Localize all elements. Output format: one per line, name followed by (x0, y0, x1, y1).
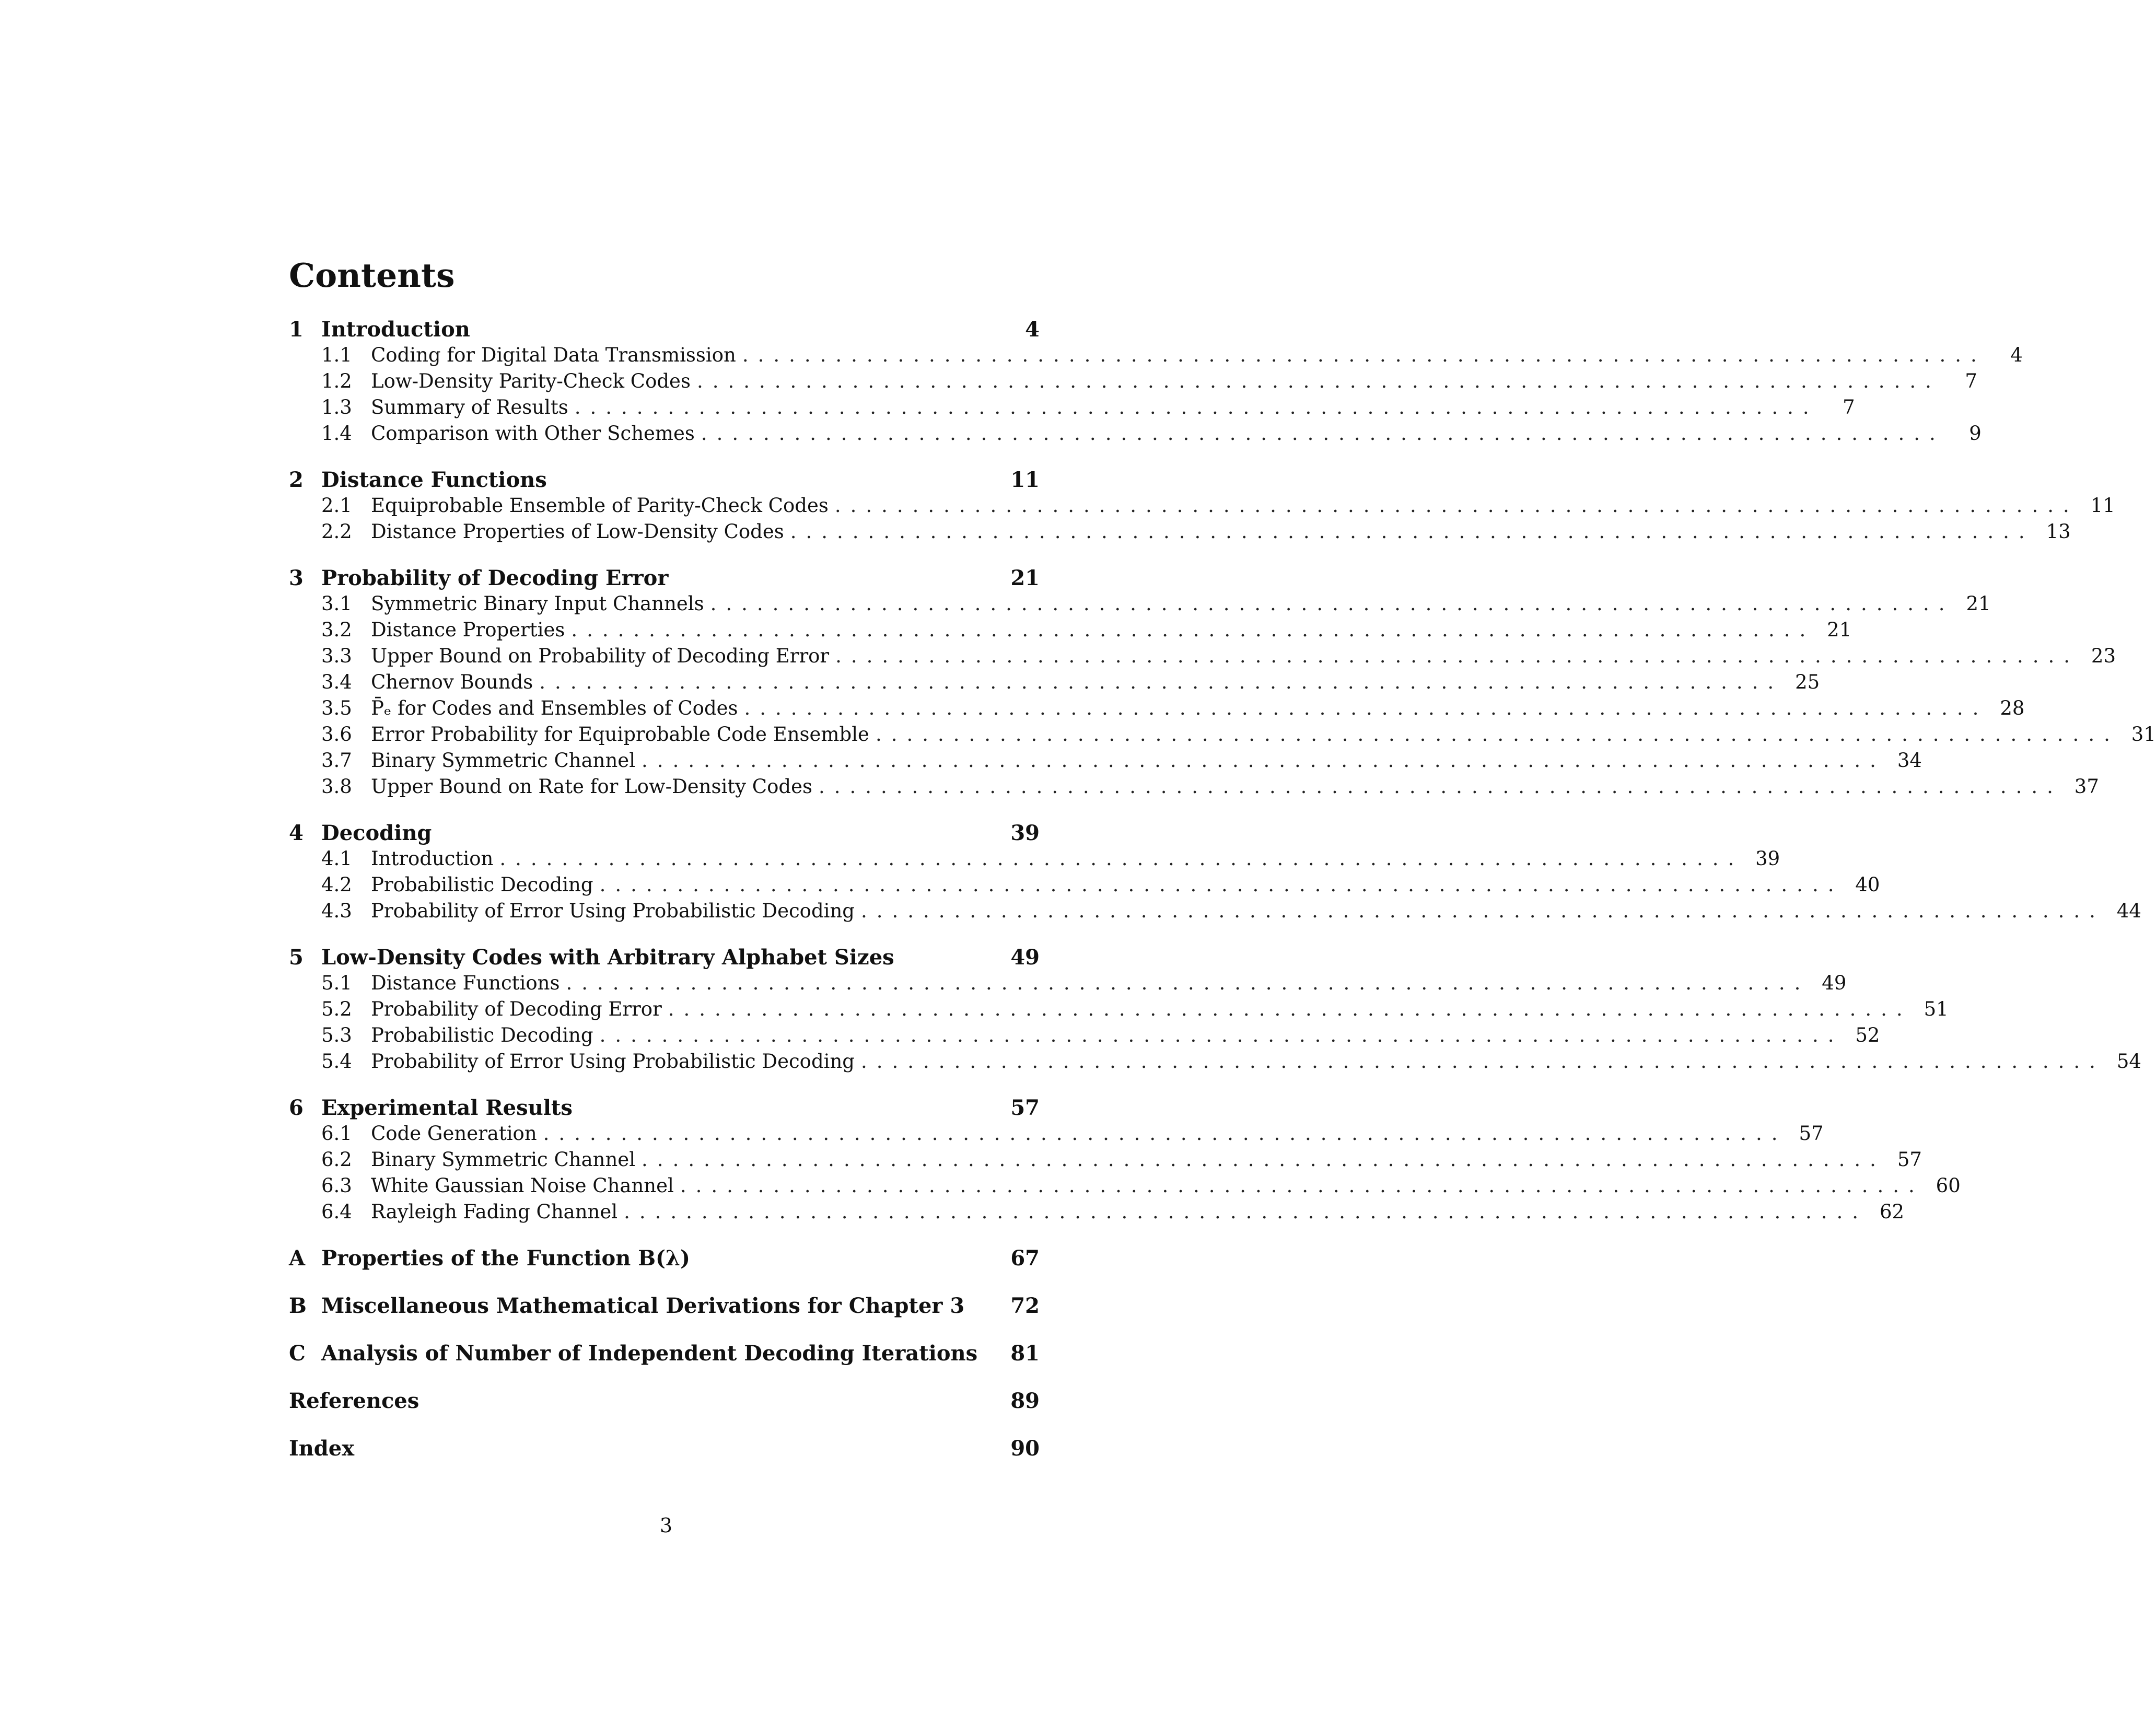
section-row[interactable] (289, 695, 2025, 721)
chapter-page: 11 (1010, 468, 1040, 492)
section-number: 5.1 (321, 972, 352, 994)
section-row[interactable] (289, 1049, 2141, 1075)
section-title: Distance Properties of Low-Density Codes (371, 520, 784, 543)
section-title: Upper Bound on Rate for Low-Density Codes (371, 775, 812, 798)
section-number: 5.2 (321, 998, 352, 1020)
appendix-letter: B (289, 1294, 307, 1318)
section-row[interactable] (289, 1199, 1905, 1225)
section-row[interactable] (289, 748, 1922, 774)
section-number: 6.2 (321, 1148, 352, 1171)
section-row[interactable] (289, 898, 2141, 924)
appendix-c-row[interactable] (289, 1341, 1040, 1366)
chapter-3 (289, 565, 2156, 800)
references-title: References (289, 1389, 419, 1413)
dot-leader: ................................................................................ (835, 645, 2079, 667)
section-title: Symmetric Binary Input Channels (371, 592, 704, 615)
index-title: Index (289, 1436, 355, 1461)
section-page: 21 (1966, 592, 1991, 615)
section-page: 4 (2010, 344, 2023, 366)
section-page: 34 (1897, 749, 1922, 772)
dot-leader: ................................................................................ (680, 1174, 1924, 1197)
section-title: Comparison with Other Schemes (371, 422, 695, 445)
section-title: Probability of Decoding Error (371, 998, 662, 1020)
section-page: 21 (1827, 619, 1852, 641)
section-number: 3.2 (321, 619, 352, 641)
appendix-letter: A (289, 1246, 306, 1271)
section-title: Probabilistic Decoding (371, 873, 593, 896)
section-number: 1.1 (321, 344, 352, 366)
appendix-title: Properties of the Function B(λ) (321, 1246, 690, 1271)
page-title: Contents (289, 256, 455, 295)
section-row[interactable] (289, 970, 1847, 996)
dot-leader: ................................................................................ (861, 900, 2105, 922)
chapter-number: 3 (289, 566, 304, 590)
chapter-row[interactable] (289, 820, 1040, 846)
section-row[interactable] (289, 872, 1880, 898)
section-page: 39 (1755, 847, 1780, 870)
section-row[interactable] (289, 1147, 1922, 1173)
section-page: 23 (2091, 645, 2116, 667)
dot-leader: ................................................................................ (539, 671, 1784, 693)
section-title: Distance Properties (371, 619, 565, 641)
section-number: 2.1 (321, 494, 352, 517)
section-row[interactable] (289, 591, 1991, 617)
chapter-row[interactable] (289, 1095, 1040, 1121)
section-row[interactable] (289, 421, 1982, 447)
dot-leader: ................................................................................ (642, 1148, 1885, 1171)
section-number: 2.2 (321, 520, 352, 543)
chapter-title: Introduction (321, 317, 470, 342)
chapter-page: 39 (1010, 821, 1040, 845)
index-page: 90 (1010, 1436, 1040, 1461)
section-row[interactable] (289, 493, 2115, 519)
section-title: Probability of Error Using Probabilistic Decoding (371, 900, 855, 922)
section-number: 5.3 (321, 1024, 352, 1046)
section-title: Probabilistic Decoding (371, 1024, 593, 1046)
section-row[interactable] (289, 1121, 1824, 1147)
appendix-b-row[interactable] (289, 1293, 1040, 1319)
index-row[interactable] (289, 1436, 1040, 1461)
appendix-page: 67 (1010, 1246, 1040, 1271)
section-page: 13 (2046, 520, 2071, 543)
section-title: Equiprobable Ensemble of Parity-Check Codes (371, 494, 829, 517)
dot-leader: ................................................................................ (642, 749, 1885, 772)
section-page: 7 (1843, 396, 1855, 418)
section-page: 60 (1936, 1174, 1961, 1197)
references-row[interactable] (289, 1388, 1040, 1414)
dot-leader: ................................................................................ (710, 592, 1954, 615)
section-number: 4.1 (321, 847, 352, 870)
section-number: 4.2 (321, 873, 352, 896)
chapter-number: 5 (289, 945, 304, 970)
section-title: Probability of Error Using Probabilistic Decoding (371, 1050, 855, 1073)
chapter-title: Probability of Decoding Error (321, 566, 669, 590)
section-page: 9 (1969, 422, 1982, 445)
appendix-page: 72 (1010, 1294, 1040, 1318)
chapter-page: 21 (1010, 566, 1040, 590)
dot-leader: ................................................................................ (834, 494, 2079, 517)
page-number: 3 (659, 1514, 673, 1537)
section-page: 40 (1855, 873, 1880, 896)
appendix-letter: C (289, 1341, 306, 1366)
section-page: 57 (1897, 1148, 1922, 1171)
section-number: 1.2 (321, 370, 352, 392)
dot-leader: ................................................................................ (599, 1024, 1844, 1046)
section-title: White Gaussian Noise Channel (371, 1174, 674, 1197)
section-title: Low-Density Parity-Check Codes (371, 370, 691, 392)
section-title: Code Generation (371, 1122, 537, 1145)
chapter-number: 1 (289, 317, 304, 342)
chapter-number: 2 (289, 468, 304, 492)
dot-leader: ................................................................................ (624, 1201, 1868, 1223)
section-page: 57 (1799, 1122, 1824, 1145)
section-title: Binary Symmetric Channel (371, 1148, 636, 1171)
section-page: 52 (1855, 1024, 1880, 1046)
section-number: 3.6 (321, 723, 352, 745)
section-title: Rayleigh Fading Channel (371, 1201, 618, 1223)
appendix-a-row[interactable] (289, 1245, 1040, 1271)
chapter-page: 49 (1010, 945, 1040, 970)
chapter-4 (289, 820, 2141, 924)
chapter-title: Decoding (321, 821, 432, 845)
dot-leader: ................................................................................ (696, 370, 1941, 392)
dot-leader: ................................................................................ (599, 873, 1844, 896)
section-page: 44 (2116, 900, 2141, 922)
chapter-6 (289, 1095, 1961, 1225)
section-page: 28 (2000, 697, 2025, 719)
chapter-page: 57 (1010, 1096, 1040, 1120)
section-number: 1.4 (321, 422, 352, 445)
section-row[interactable] (289, 519, 2071, 545)
chapter-2 (289, 467, 2115, 545)
chapter-5 (289, 945, 2141, 1075)
section-title: P̄ₑ for Codes and Ensembles of Codes (371, 697, 738, 719)
section-page: 37 (2074, 775, 2099, 798)
section-page: 62 (1879, 1201, 1905, 1223)
section-number: 6.1 (321, 1122, 352, 1145)
section-title: Chernov Bounds (371, 671, 533, 693)
chapter-row[interactable] (289, 317, 1040, 342)
chapter-1 (289, 317, 2023, 447)
dot-leader: ................................................................................ (875, 723, 2119, 745)
appendix-title: Analysis of Number of Independent Decoding Iterations (321, 1341, 978, 1366)
table-of-contents (289, 317, 2156, 1483)
chapter-title: Low-Density Codes with Arbitrary Alphabet Sizes (321, 945, 894, 970)
section-page: 11 (2090, 494, 2115, 517)
section-number: 5.4 (321, 1050, 352, 1073)
section-title: Error Probability for Equiprobable Code Ensemble (371, 723, 869, 745)
chapter-title: Experimental Results (321, 1096, 573, 1120)
chapter-number: 4 (289, 821, 304, 845)
section-row[interactable] (289, 721, 2156, 748)
section-row[interactable] (289, 368, 1977, 394)
section-number: 3.4 (321, 671, 352, 693)
section-number: 3.8 (321, 775, 352, 798)
dot-leader: ................................................................................ (543, 1122, 1787, 1145)
dot-leader: ................................................................................ (790, 520, 2034, 543)
dot-leader: ................................................................................ (566, 972, 1810, 994)
dot-leader: ................................................................................ (861, 1050, 2105, 1073)
dot-leader: ................................................................................ (701, 422, 1945, 445)
references-page: 89 (1010, 1389, 1040, 1413)
dot-leader: ................................................................................ (742, 344, 1986, 366)
chapter-row[interactable] (289, 945, 1040, 970)
dot-leader: ................................................................................ (571, 619, 1815, 641)
section-number: 4.3 (321, 900, 352, 922)
section-row[interactable] (289, 394, 1855, 421)
section-row[interactable] (289, 669, 1820, 695)
section-page: 7 (1965, 370, 1977, 392)
appendix-page: 81 (1010, 1341, 1040, 1366)
section-row[interactable] (289, 996, 1949, 1022)
section-page: 25 (1795, 671, 1820, 693)
section-title: Introduction (371, 847, 494, 870)
section-number: 3.3 (321, 645, 352, 667)
section-row[interactable] (289, 774, 2099, 800)
section-number: 3.5 (321, 697, 352, 719)
section-page: 31 (2131, 723, 2156, 745)
section-number: 6.3 (321, 1174, 352, 1197)
section-page: 54 (2116, 1050, 2141, 1073)
appendix-title: Miscellaneous Mathematical Derivations for Chapter 3 (321, 1294, 965, 1318)
section-row[interactable] (289, 342, 2023, 368)
section-row[interactable] (289, 643, 2116, 669)
section-page: 51 (1924, 998, 1949, 1020)
chapter-title: Distance Functions (321, 468, 547, 492)
chapter-number: 6 (289, 1096, 304, 1120)
section-page: 49 (1822, 972, 1847, 994)
section-title: Coding for Digital Data Transmission (371, 344, 736, 366)
dot-leader: ................................................................................ (818, 775, 2062, 798)
dot-leader: ................................................................................ (744, 697, 1988, 719)
section-row[interactable] (289, 1022, 1880, 1049)
section-title: Binary Symmetric Channel (371, 749, 636, 772)
section-title: Distance Functions (371, 972, 560, 994)
section-number: 6.4 (321, 1201, 352, 1223)
section-title: Upper Bound on Probability of Decoding Error (371, 645, 830, 667)
dot-leader: ................................................................................ (499, 847, 1744, 870)
section-row[interactable] (289, 1173, 1961, 1199)
section-row[interactable] (289, 846, 1780, 872)
section-row[interactable] (289, 617, 1852, 643)
section-title: Summary of Results (371, 396, 568, 418)
section-number: 3.7 (321, 749, 352, 772)
dot-leader: ................................................................................ (668, 998, 1912, 1020)
section-number: 1.3 (321, 396, 352, 418)
dot-leader: ................................................................................ (574, 396, 1819, 418)
chapter-row[interactable] (289, 565, 1040, 591)
chapter-row[interactable] (289, 467, 1040, 493)
section-number: 3.1 (321, 592, 352, 615)
chapter-page: 4 (1025, 317, 1040, 342)
